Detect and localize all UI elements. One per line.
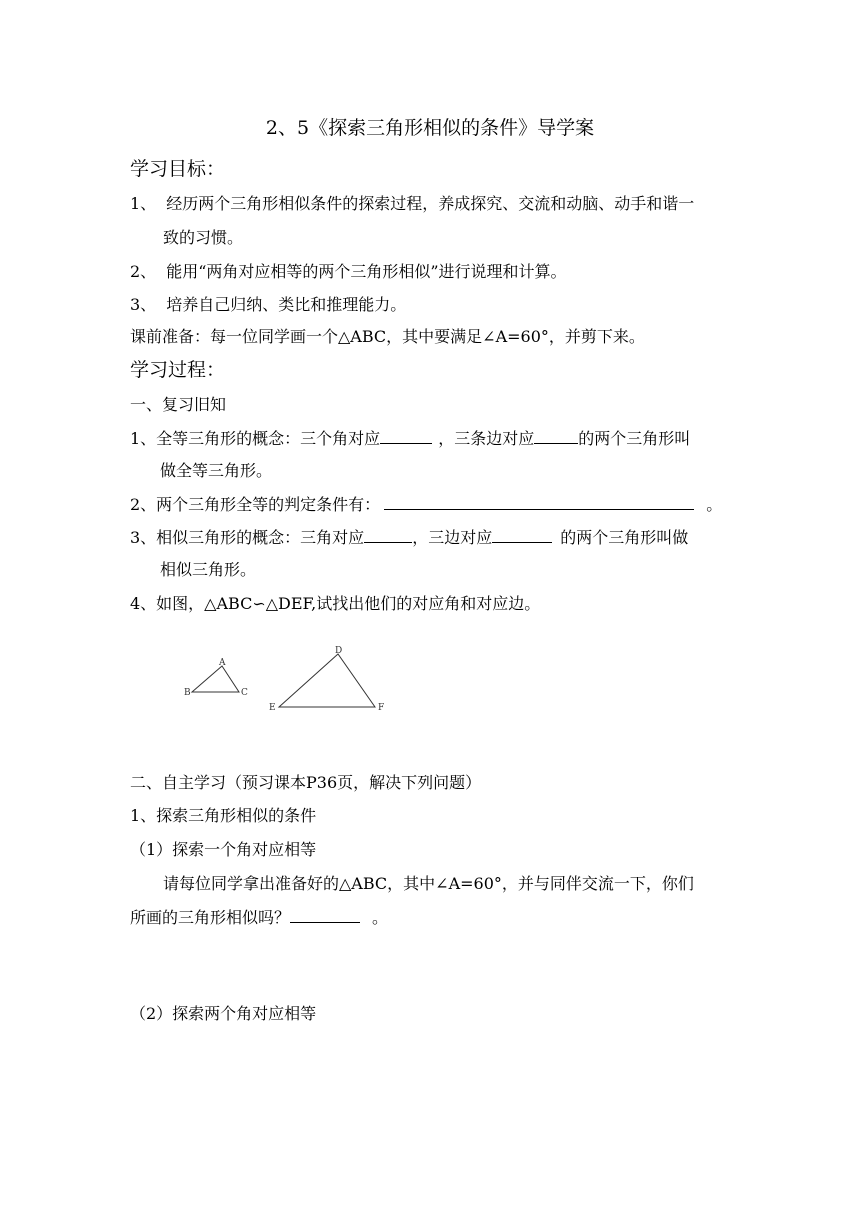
objective-3-num: 3、 [130,295,157,314]
label-a: A [219,658,226,668]
label-e: E [269,703,276,713]
review-q4: 4、如图，△ABC∽△DEF,试找出他们的对应角和对应边。 [130,594,541,613]
review-q3-c: 的两个三角形叫做 [560,528,689,547]
objective-3 [130,295,406,315]
review-q3-b: ，三边对应 [412,528,493,547]
label-d: D [335,646,343,656]
objective-1-num: 1、 [130,194,157,213]
self-study-s1a-b: 所画的三角形相似吗？ [130,908,291,927]
objective-2-text: 能用“两角对应相等的两个三角形相似”进行说理和计算。 [166,262,567,281]
review-q2-b: 。 [706,495,723,514]
self-study-s1a: （1）探索一个角对应相等 [130,840,317,859]
objective-1-cont: 致的习惯。 [163,228,244,247]
review-heading: 一、复习旧知 [130,395,227,414]
blank-q1-sides[interactable] [534,428,578,444]
label-b: B [184,688,191,698]
objective-3-text: 培养自己归纳、类比和推理能力。 [166,295,407,314]
triangle-def [279,654,375,707]
blank-q3-sides[interactable] [492,527,552,543]
objectives-heading: 学习目标： [130,158,226,180]
self-study-s1b: （2）探索两个角对应相等 [130,1004,317,1023]
objective-1 [130,194,694,214]
process-heading: 学习过程： [130,359,226,381]
label-f: F [378,703,385,713]
triangle-abc [192,666,239,692]
similar-triangles-figure [178,642,408,720]
blank-s1a-answer[interactable] [290,907,360,923]
document-title: 2、5《探索三角形相似的条件》导学案 [265,117,595,139]
objective-2 [130,262,567,282]
objective-2-num: 2、 [130,262,157,281]
self-study-s1a-c: 。 [372,908,389,927]
label-c: C [241,688,248,698]
review-q3 [130,527,688,548]
self-study-s1a-question [130,907,388,928]
review-q1-cont: 做全等三角形。 [160,461,273,480]
self-study-heading: 二、自主学习（预习课本P36页，解决下列问题） [130,773,482,792]
blank-q2-conditions[interactable] [384,494,694,510]
review-q2-a: 2、两个三角形全等的判定条件有： [130,495,381,514]
review-q3-cont: 相似三角形。 [160,560,257,579]
blank-q3-angles[interactable] [364,527,412,543]
self-study-s1a-text: 请每位同学拿出准备好的△ABC，其中∠A=60°，并与同伴交流一下，你们 [163,874,694,893]
self-study-s1: 1、探索三角形相似的条件 [130,806,317,825]
review-q2 [130,494,722,515]
review-q1-c: 的两个三角形叫 [578,429,691,448]
blank-q1-angles[interactable] [380,428,432,444]
prep-text: 课前准备：每一位同学画一个△ABC，其中要满足∠A=60°，并剪下来。 [130,327,645,346]
review-q1-a: 1、全等三角形的概念：三个角对应 [130,429,381,448]
objective-1-text: 经历两个三角形相似条件的探索过程，养成探究、交流和动脑、动手和谐一 [166,194,695,213]
review-q3-a: 3、相似三角形的概念：三角对应 [130,528,365,547]
review-q1 [130,428,690,449]
review-q1-b: ，三条边对应 [438,429,535,448]
